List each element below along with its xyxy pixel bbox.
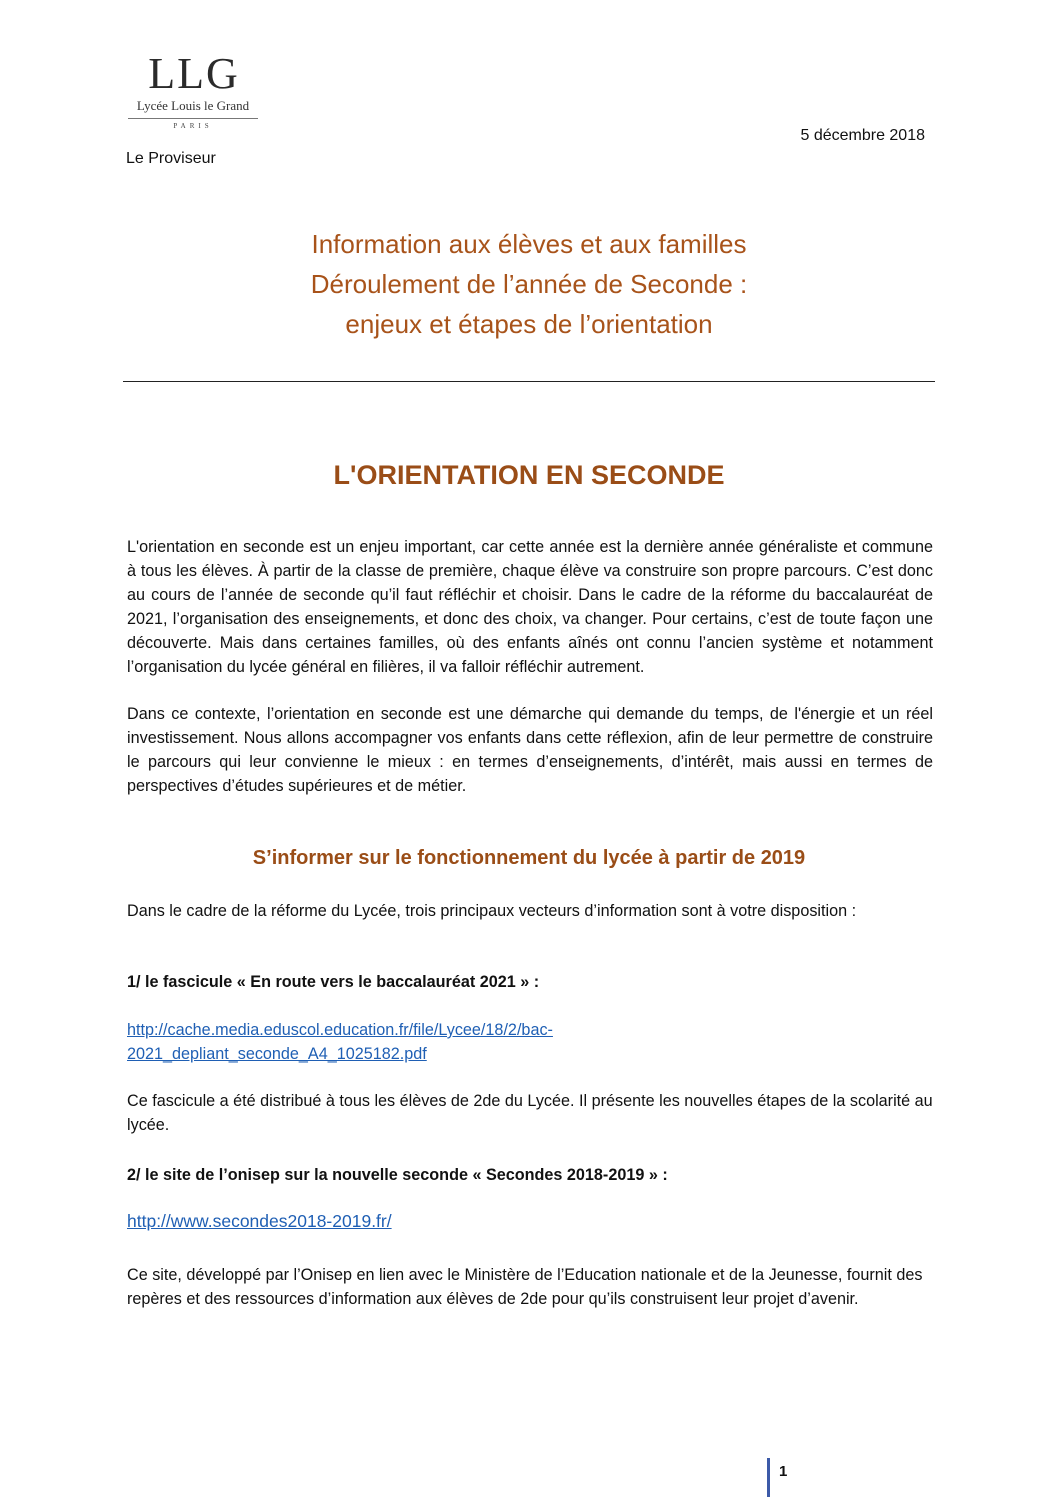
document-title — [124, 224, 934, 344]
logo-city: PARIS — [173, 122, 213, 130]
logo-school-name: Lycée Louis le Grand — [136, 98, 250, 113]
section-heading: L'ORIENTATION EN SECONDE — [333, 460, 725, 490]
body-paragraph: L'orientation en seconde est un enjeu important, car cette année est la dernière année généraliste et commune à tous les élèves. À partir de la classe de première, chaque élève va construire son propre parcours. C’est donc au cours de l’année de seconde qu’il faut réfléchir et choisir. Dans le cadre de la réforme du baccalauréat de 2021, l’organisation des enseignements, et donc des choix, va changer. Pour certains, c’est de toute façon une découverte. Mais dans certaines familles, où des enfants aînés ont connu l’ancien système et notamment l’organisation du lycée général en filières, il va falloir réfléchir autrement. — [127, 538, 933, 676]
item-heading: 1/ le fascicule « En route vers le baccalauréat 2021 » : — [127, 973, 540, 991]
title-line: enjeux et étapes de l’orientation — [345, 309, 713, 339]
title-line: Déroulement de l’année de Seconde : — [310, 269, 748, 299]
title-divider — [123, 381, 935, 382]
body-paragraph: Dans ce contexte, l’orientation en seconde est une démarche qui demande du temps, de l'énergie et un réel investissement. Nous allons accompagner vos enfants dans cette réflexion, afin de leur permettre de construire le parcours qui leur convienne le mieux : en termes d’enseignements, d’intérêt, mais aussi en termes de perspectives d’études supérieures et de métier. — [127, 705, 933, 795]
item-heading: 2/ le site de l’onisep sur la nouvelle seconde « Secondes 2018-2019 » : — [127, 1166, 668, 1184]
subsection-heading: S’informer sur le fonctionnement du lycée à partir de 2019 — [252, 847, 806, 869]
letter-sender: Le Proviseur — [126, 150, 216, 167]
logo-mark: LLG — [148, 49, 240, 98]
link-line[interactable]: http://cache.media.eduscol.education.fr/file/Lycee/18/2/bac- — [127, 1021, 553, 1039]
fascicule-link[interactable] — [127, 1018, 933, 1066]
letter-date: 5 décembre 2018 — [800, 127, 925, 144]
title-line: Information aux élèves et aux familles — [311, 229, 747, 259]
logo-divider — [128, 118, 258, 119]
item-description: Ce site, développé par l’Onisep en lien avec le Ministère de l’Education nationale et de la Jeunesse, fournit des repères et des ressources d’information aux élèves de 2de pour qu’ils construisent leur projet d’avenir. — [127, 1266, 923, 1308]
link-line[interactable]: 2021_depliant_seconde_A4_1025182.pdf — [127, 1045, 427, 1063]
item-description: Ce fascicule a été distribué à tous les élèves de 2de du Lycée. Il présente les nouvelles étapes de la scolarité au lycée. — [127, 1092, 933, 1134]
subsection-intro: Dans le cadre de la réforme du Lycée, trois principaux vecteurs d’information sont à votre disposition : — [127, 902, 857, 920]
footer-accent-bar — [767, 1458, 770, 1497]
onisep-link[interactable]: http://www.secondes2018-2019.fr/ — [127, 1211, 392, 1231]
page-number: 1 — [779, 1463, 788, 1480]
